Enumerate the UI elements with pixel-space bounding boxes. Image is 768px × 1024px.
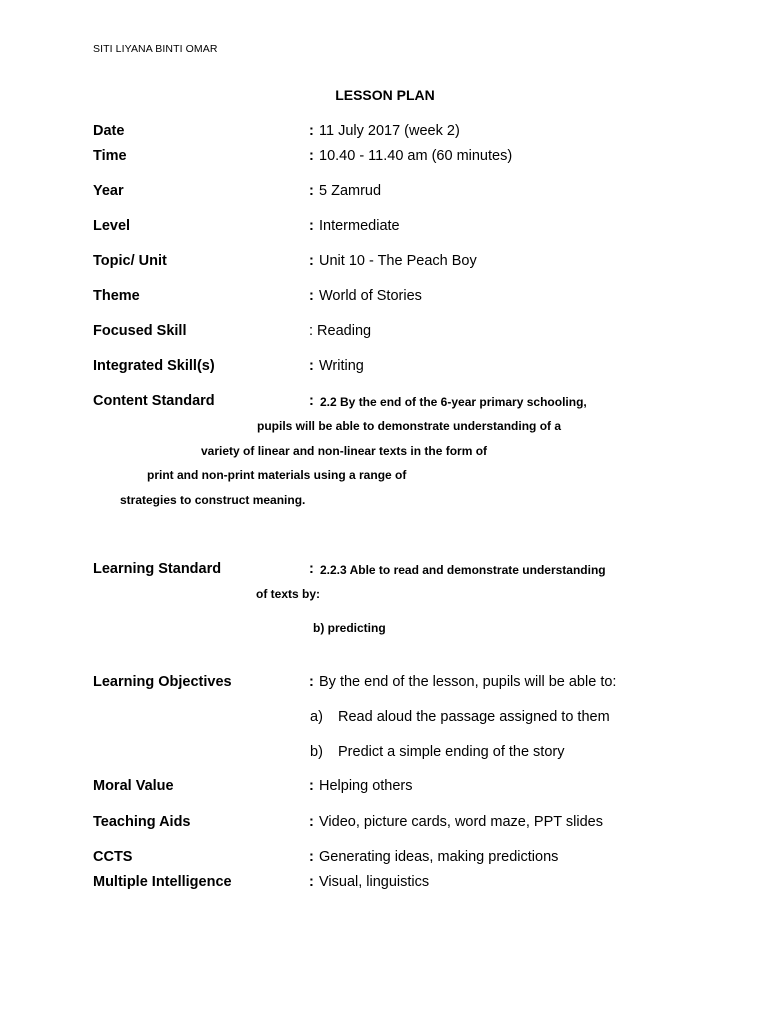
objective-text-b: Predict a simple ending of the story xyxy=(338,744,565,760)
theme-value: World of Stories xyxy=(319,288,422,304)
time-label: Time xyxy=(93,148,127,164)
moral-value-label: Moral Value xyxy=(93,778,174,794)
moral-value-value: Helping others xyxy=(319,778,413,794)
theme-label: Theme xyxy=(93,288,140,304)
content-standard-line-4: print and non-print materials using a range of xyxy=(147,468,407,482)
ccts-colon: : xyxy=(309,849,314,865)
learning-objectives-colon: : xyxy=(309,674,314,690)
moral-value-colon: : xyxy=(309,778,314,794)
level-colon: : xyxy=(309,218,314,234)
objective-marker-a: a) xyxy=(310,709,323,725)
content-standard-line-5: strategies to construct meaning. xyxy=(120,493,306,507)
focused-skill-label: Focused Skill xyxy=(93,323,187,339)
learning-standard-line-1: 2.2.3 Able to read and demonstrate understanding xyxy=(320,563,606,577)
multiple-intelligence-value: Visual, linguistics xyxy=(319,874,430,890)
date-label: Date xyxy=(93,123,125,139)
year-label: Year xyxy=(93,183,124,199)
level-value: Intermediate xyxy=(319,218,400,234)
content-standard-label: Content Standard xyxy=(93,393,215,409)
content-standard-colon: : xyxy=(309,393,314,409)
learning-standard-line-2: of texts by: xyxy=(256,587,321,601)
year-value: 5 Zamrud xyxy=(319,183,382,199)
date-value: 11 July 2017 (week 2) xyxy=(319,123,460,139)
learning-standard-colon: : xyxy=(309,561,314,577)
time-value: 10.40 - 11.40 am (60 minutes) xyxy=(319,148,513,164)
time-colon: : xyxy=(309,148,314,164)
objective-marker-b: b) xyxy=(310,744,323,760)
level-label: Level xyxy=(93,218,131,234)
topic-colon: : xyxy=(309,253,314,269)
learning-standard-line-3: b) predicting xyxy=(313,621,386,635)
integrated-skill-colon: : xyxy=(309,358,314,374)
learning-standard-label: Learning Standard xyxy=(93,561,222,577)
integrated-skill-label: Integrated Skill(s) xyxy=(93,358,215,374)
date-colon: : xyxy=(309,123,314,139)
focused-skill-value: : Reading xyxy=(309,323,372,339)
ccts-value: Generating ideas, making predictions xyxy=(319,849,559,865)
content-standard-line-3: variety of linear and non-linear texts in the form of xyxy=(201,444,488,458)
topic-label: Topic/ Unit xyxy=(93,253,167,269)
document-title-text: LESSON PLAN xyxy=(335,87,435,103)
objective-text-a: Read aloud the passage assigned to them xyxy=(338,709,610,725)
multiple-intelligence-colon: : xyxy=(309,874,314,890)
learning-objectives-value: By the end of the lesson, pupils will be able to: xyxy=(319,674,617,690)
topic-value: Unit 10 - The Peach Boy xyxy=(319,253,477,269)
content-standard-line-2: pupils will be able to demonstrate understanding of a xyxy=(257,419,562,433)
learning-objectives-label: Learning Objectives xyxy=(93,674,232,690)
teaching-aids-value: Video, picture cards, word maze, PPT slides xyxy=(319,814,603,830)
theme-colon: : xyxy=(309,288,314,304)
ccts-label: CCTS xyxy=(93,849,133,865)
document-title xyxy=(0,87,768,103)
author-name: SITI LIYANA BINTI OMAR xyxy=(93,43,218,55)
teaching-aids-label: Teaching Aids xyxy=(93,814,191,830)
teaching-aids-colon: : xyxy=(309,814,314,830)
integrated-skill-value: Writing xyxy=(319,358,364,374)
content-standard-line-1: 2.2 By the end of the 6-year primary schooling, xyxy=(320,395,587,409)
year-colon: : xyxy=(309,183,314,199)
multiple-intelligence-label: Multiple Intelligence xyxy=(93,874,232,890)
